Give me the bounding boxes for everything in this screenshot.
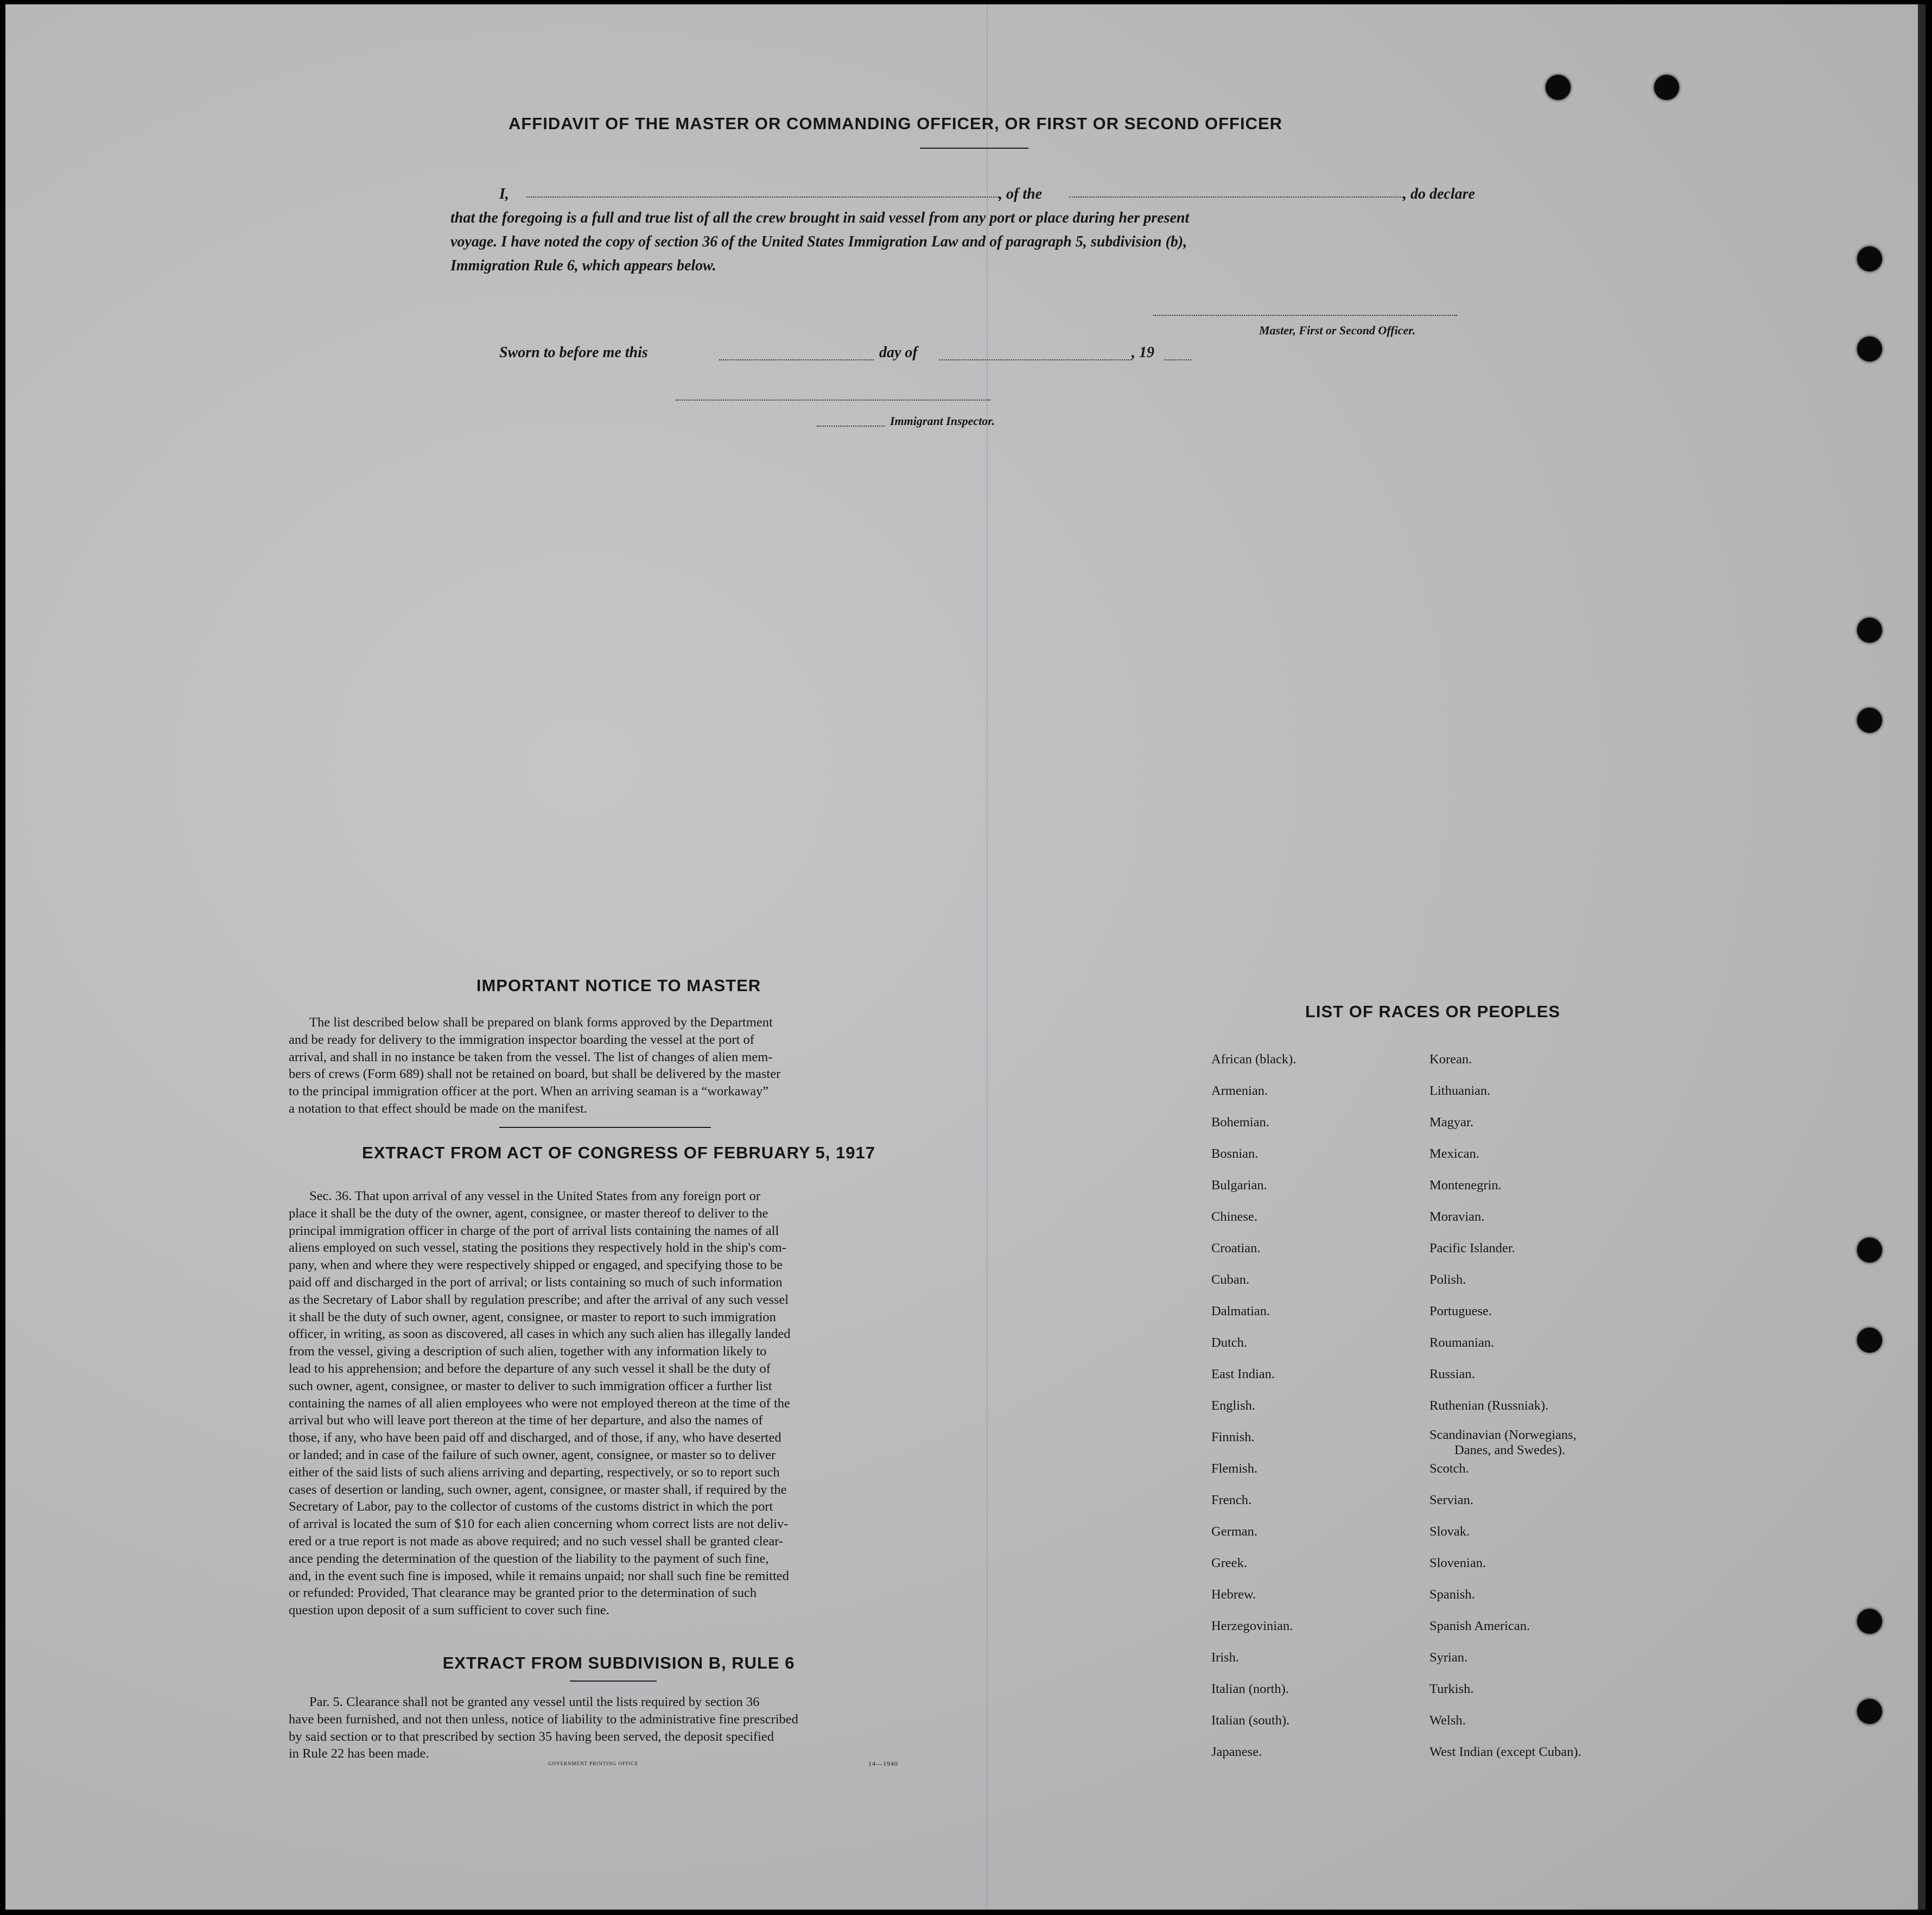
race-item: Finnish. xyxy=(1211,1430,1255,1444)
act-line: those, if any, who have been paid off and discharged, and of those, if any, who have deserted xyxy=(289,1430,781,1445)
notice-line: The list described below shall be prepared on blank forms approved by the Department xyxy=(309,1015,773,1030)
punch-hole xyxy=(1857,618,1882,643)
race-item: Welsh. xyxy=(1429,1713,1466,1728)
act-line: or refunded: Provided, That clearance may be granted prior to the determination of such xyxy=(289,1586,757,1601)
race-item: German. xyxy=(1211,1524,1258,1539)
race-item: Italian (south). xyxy=(1211,1713,1290,1728)
extract-rule-title: EXTRACT FROM SUBDIVISION B, RULE 6 xyxy=(442,1653,795,1672)
declaration-line-1 xyxy=(450,182,1503,206)
punch-hole xyxy=(1857,246,1882,271)
extract-rule-text xyxy=(289,1694,923,1762)
race-item: Dalmatian. xyxy=(1211,1304,1270,1318)
extract-act-title: EXTRACT FROM ACT OF CONGRESS OF FEBRUARY 5, 1917 xyxy=(362,1143,875,1162)
punch-hole xyxy=(1857,1609,1882,1634)
race-item: Dutch. xyxy=(1211,1335,1247,1350)
notice-line: arrival, and shall in no instance be taken from the vessel. The list of changes of alien mem- xyxy=(289,1049,773,1064)
act-line: arrival but who will leave port thereon at the time of her departure, and also the names of xyxy=(289,1413,763,1428)
race-item: Spanish. xyxy=(1429,1587,1475,1602)
rule-line: by said section or to that prescribed by section 35 having been served, the deposit specified xyxy=(289,1729,774,1744)
race-item: Servian. xyxy=(1429,1493,1473,1507)
race-item: Mexican. xyxy=(1429,1146,1479,1161)
act-line: such owner, agent, consignee, or master to deliver to such immigration officer a further list xyxy=(289,1378,772,1393)
notice-text xyxy=(289,1014,923,1118)
act-line: cases of desertion or landing, such owner, agent, consignee, or master shall, if required by the xyxy=(289,1482,787,1497)
race-item: Roumanian. xyxy=(1429,1335,1495,1350)
officer-signature-label: Master, First or Second Officer. xyxy=(1259,324,1416,337)
notice-line: a notation to that effect should be made on the manifest. xyxy=(289,1101,587,1116)
race-item: Italian (north). xyxy=(1211,1682,1289,1696)
race-item: African (black). xyxy=(1211,1052,1297,1067)
punch-hole xyxy=(1857,708,1882,733)
race-item: Flemish. xyxy=(1211,1461,1258,1476)
race-item: Hebrew. xyxy=(1211,1587,1256,1602)
race-item: Korean. xyxy=(1429,1052,1472,1067)
sworn-day-field[interactable] xyxy=(719,359,874,360)
punch-hole xyxy=(1857,1328,1882,1353)
act-line: place it shall be the duty of the owner, agent, consignee, or master thereof to deliver to the xyxy=(289,1206,768,1221)
act-line: from the vessel, giving a description of such alien, together with any information likely to xyxy=(289,1344,767,1359)
of-the-label: , of the xyxy=(999,186,1043,202)
sworn-label: Sworn to before me this xyxy=(499,344,648,361)
race-item: French. xyxy=(1211,1493,1252,1507)
act-line: Secretary of Labor, pay to the collector of customs of the customs district in which the port xyxy=(289,1499,773,1514)
race-item: Armenian. xyxy=(1211,1083,1268,1098)
sworn-line xyxy=(499,344,1259,368)
act-line: aliens employed on such vessel, stating the positions they respectively hold in the ship's com- xyxy=(289,1240,786,1255)
act-line: ance pending the determination of the question of the liability to the payment of such fine, xyxy=(289,1551,769,1566)
name-field[interactable] xyxy=(526,196,999,198)
act-line: and, in the event such fine is imposed, while it remains unpaid; nor shall such fine be remitted xyxy=(289,1568,789,1583)
race-item: Lithuanian. xyxy=(1429,1083,1491,1098)
day-of-label: day of xyxy=(879,344,918,361)
punch-hole xyxy=(1546,75,1571,100)
race-item: Chinese. xyxy=(1211,1209,1258,1224)
rule-line: Par. 5. Clearance shall not be granted any vessel until the lists required by section 36 xyxy=(309,1695,760,1709)
notice-line: and be ready for delivery to the immigration inspector boarding the vessel at the port of xyxy=(289,1032,754,1047)
race-item: Russian. xyxy=(1429,1367,1475,1381)
race-item: Moravian. xyxy=(1429,1209,1485,1224)
act-line: as the Secretary of Labor shall by regulation prescribe; and after the arrival of any such vessel xyxy=(289,1292,789,1307)
title-rule xyxy=(920,148,1028,149)
printer-imprint: GOVERNMENT PRINTING OFFICE xyxy=(548,1761,639,1766)
notice-line: bers of crews (Form 689) shall not be retained on board, but shall be delivered by the master xyxy=(289,1067,781,1082)
race-item: Herzegovinian. xyxy=(1211,1619,1293,1633)
declaration-line-3: voyage. I have noted the copy of section 36 of the United States Immigration Law and of paragraph 5, subdivision (b), xyxy=(450,233,1187,250)
race-item: Pacific Islander. xyxy=(1429,1241,1515,1255)
document-page xyxy=(5,4,1925,1910)
race-item: Scotch. xyxy=(1429,1461,1469,1476)
sworn-month-field[interactable] xyxy=(939,359,1132,360)
inspector-label: Immigrant Inspector. xyxy=(890,414,995,428)
race-item: Portuguese. xyxy=(1429,1304,1492,1318)
act-line: question upon deposit of a sum sufficient to cover such fine. xyxy=(289,1603,609,1618)
act-line: containing the names of all alien employees who were not employed thereon at the time of the xyxy=(289,1396,790,1411)
race-item: Polish. xyxy=(1429,1272,1466,1287)
do-declare-label: , do declare xyxy=(1403,186,1475,202)
act-line: principal immigration officer in charge of the port of arrival lists containing the names of all xyxy=(289,1223,779,1238)
race-item: Japanese. xyxy=(1211,1745,1262,1759)
act-line: Sec. 36. That upon arrival of any vessel in the United States from any foreign port or xyxy=(309,1189,760,1203)
affidavit-title: AFFIDAVIT OF THE MASTER OR COMMANDING OFFICER, OR FIRST OR SECOND OFFICER xyxy=(508,114,1283,133)
inspector-prefix-dots xyxy=(817,426,885,427)
race-item: Bohemian. xyxy=(1211,1115,1269,1130)
act-line: officer, in writing, as soon as discovered, all cases in which any such alien has illegally landed xyxy=(289,1327,791,1342)
officer-signature-field[interactable] xyxy=(1153,315,1457,316)
year-label: , 19 xyxy=(1132,344,1154,361)
race-item: Turkish. xyxy=(1429,1682,1474,1696)
extract-act-text xyxy=(289,1188,923,1619)
race-item: Slovenian. xyxy=(1429,1556,1486,1570)
punch-hole xyxy=(1857,1238,1882,1263)
race-item: Spanish American. xyxy=(1429,1619,1530,1633)
race-item: Irish. xyxy=(1211,1650,1240,1665)
race-item: East Indian. xyxy=(1211,1367,1275,1381)
sworn-year-field[interactable] xyxy=(1164,359,1191,360)
race-item: Montenegrin. xyxy=(1429,1178,1502,1193)
page-fold xyxy=(987,4,988,1910)
race-item: Cuban. xyxy=(1211,1272,1250,1287)
act-line: lead to his apprehension; and before the departure of any such vessel it shall be the duty of xyxy=(289,1361,771,1376)
race-item: Ruthenian (Russniak). xyxy=(1429,1398,1549,1413)
act-line: pany, when and where they were respectively shipped or engaged, and specifying those to be xyxy=(289,1258,783,1273)
act-line: paid off and discharged in the port of arrival; or lists containing so much of such information xyxy=(289,1274,783,1290)
race-item: Scandinavian (Norwegians, xyxy=(1429,1428,1577,1442)
i-label: I, xyxy=(499,186,509,202)
rule-line: have been furnished, and not then unless, notice of liability to the administrative fine prescribed xyxy=(289,1711,798,1727)
declaration-block xyxy=(450,182,1503,278)
race-item: Syrian. xyxy=(1429,1650,1468,1665)
race-item: Greek. xyxy=(1211,1556,1247,1570)
race-item: Bosnian. xyxy=(1211,1146,1259,1161)
punch-hole xyxy=(1857,1699,1882,1724)
inspector-signature-field[interactable] xyxy=(676,400,990,401)
act-line: ered or a true report is not made as above required; and no such vessel shall be granted clear- xyxy=(289,1533,784,1549)
punch-hole xyxy=(1654,75,1679,100)
race-item: Slovak. xyxy=(1429,1524,1470,1539)
notice-rule xyxy=(499,1127,711,1128)
act-line: either of the said lists of such aliens arriving and departing, respectively, or so to report such xyxy=(289,1464,780,1480)
race-item: Croatian. xyxy=(1211,1241,1261,1255)
page-edge xyxy=(1918,4,1925,1910)
rule-line: in Rule 22 has been made. xyxy=(289,1746,429,1761)
punch-hole xyxy=(1857,337,1882,362)
race-item-cont: Danes, and Swedes). xyxy=(1454,1443,1566,1457)
declaration-line-2: that the foregoing is a full and true list of all the crew brought in said vessel from any port or place during her present xyxy=(450,210,1190,226)
notice-title: IMPORTANT NOTICE TO MASTER xyxy=(476,976,761,995)
act-line: it shall be the duty of such owner, agent, consignee, or master to report to such immigration xyxy=(289,1309,776,1324)
race-item: Bulgarian. xyxy=(1211,1178,1267,1193)
race-item: Magyar. xyxy=(1429,1115,1473,1130)
form-number: 14—1940 xyxy=(868,1760,898,1767)
notice-line: to the principal immigration officer at the port. When an arriving seaman is a “workaway” xyxy=(289,1084,769,1099)
act-line: of arrival is located the sum of $10 for each alien concerning whom correct lists are not deliv- xyxy=(289,1517,789,1532)
race-item: English. xyxy=(1211,1398,1255,1413)
races-title: LIST OF RACES OR PEOPLES xyxy=(1305,1002,1561,1021)
race-item: West Indian (except Cuban). xyxy=(1429,1745,1581,1759)
rule-rule xyxy=(570,1681,657,1682)
declaration-line-4: Immigration Rule 6, which appears below. xyxy=(450,257,716,274)
act-line: or landed; and in case of the failure of such owner, agent, consignee, or master so to deliver xyxy=(289,1447,776,1462)
vessel-field[interactable] xyxy=(1069,196,1403,198)
